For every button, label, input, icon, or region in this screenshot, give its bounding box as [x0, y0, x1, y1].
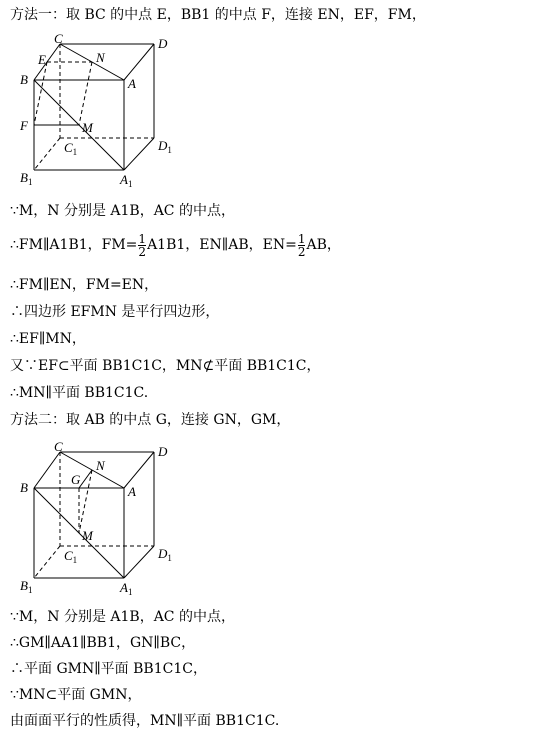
- method2-step-5: 由面面平行的性质得，MN∥平面 BB1C1C.: [10, 713, 280, 729]
- cube-figure-2: [14, 438, 184, 598]
- label-D: D: [158, 444, 168, 459]
- label-E: E: [38, 52, 46, 67]
- label-M: M: [82, 120, 93, 135]
- label-B: B: [20, 480, 28, 495]
- label-N: N: [96, 458, 105, 473]
- method2-step-2: ∴GM∥AA1∥BB1，GN∥BC，: [10, 635, 196, 651]
- label-N: N: [96, 50, 105, 65]
- label-F: F: [20, 118, 28, 133]
- label-B1: $B_1$: [20, 578, 33, 595]
- method2-intro: 方法二：取 AB 的中点 G，连接 GN，GM，: [10, 412, 291, 428]
- method1-step-5: ∴EF∥MN，: [10, 331, 86, 347]
- label-D1: $D_1$: [158, 138, 172, 155]
- label-D1: $D_1$: [158, 546, 172, 563]
- method1-step-4: ∴四边形 EFMN 是平行四边形，: [10, 304, 220, 320]
- method2-step-4: ∵MN⊂平面 GMN，: [10, 687, 142, 703]
- label-A: A: [128, 484, 136, 499]
- method1-step-7: ∴MN∥平面 BB1C1C.: [10, 385, 149, 401]
- method2-step-3: ∴平面 GMN∥平面 BB1C1C，: [10, 661, 207, 677]
- method1-step-1: ∵M，N 分别是 A1B，AC 的中点，: [10, 203, 235, 219]
- label-C1: $C_1$: [64, 140, 78, 157]
- cube-figure-1: [14, 30, 184, 190]
- label-C: C: [54, 31, 63, 46]
- label-G: G: [71, 472, 81, 487]
- method1-intro: 方法一：取 BC 的中点 E，BB1 的中点 F，连接 EN，EF，FM，: [10, 7, 426, 23]
- fraction: $\frac{1}{2}$: [138, 231, 147, 259]
- label-D: D: [158, 36, 168, 51]
- label-A: A: [128, 76, 136, 91]
- label-B1: $B_1$: [20, 170, 33, 187]
- fraction: $\frac{1}{2}$: [297, 231, 306, 259]
- method1-step-3: ∴FM∥EN，FM=EN，: [10, 277, 159, 293]
- label-A1: $A_1$: [120, 172, 133, 189]
- method1-step-6: 又∵EF⊂平面 BB1C1C，MN⊄平面 BB1C1C，: [10, 358, 321, 374]
- label-C1: $C_1$: [64, 548, 78, 565]
- label-C: C: [54, 439, 63, 454]
- label-B: B: [20, 72, 28, 87]
- label-A1: $A_1$: [120, 580, 133, 597]
- label-M: M: [82, 528, 93, 543]
- method1-step-2: ∴FM∥A1B1，FM= $\frac{1}{2}$ A1B1，EN∥AB，EN= $\frac{1}{2}$ AB，: [10, 231, 341, 259]
- method2-step-1: ∵M，N 分别是 A1B，AC 的中点，: [10, 609, 235, 625]
